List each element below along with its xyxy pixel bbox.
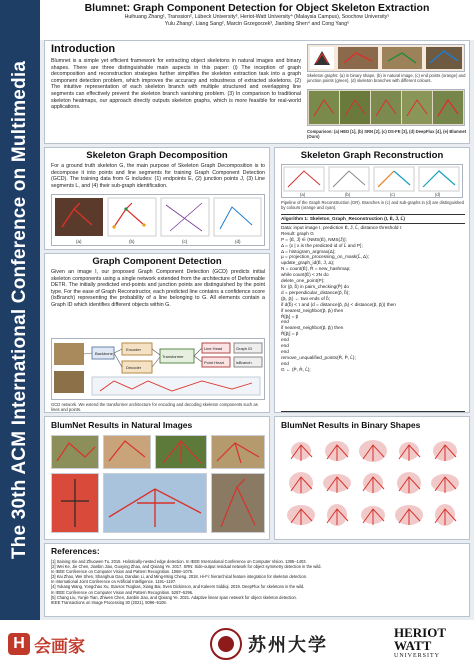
hw-line2: WATT bbox=[394, 638, 432, 653]
algorithm-line: d = perpendicular_distance(p̂, b̂); bbox=[281, 289, 350, 295]
algorithm-box bbox=[281, 214, 465, 412]
intro-figure-shapes bbox=[307, 44, 465, 72]
algorithm-line: update_graph_id(Ê, Ĵ, Δ); bbox=[281, 260, 335, 266]
binary-shape-thumbnail bbox=[435, 504, 456, 526]
panel-label-c: (c) bbox=[182, 239, 188, 244]
poster-title: Blumnet: Graph Component Detection for Object Skeleton Extraction bbox=[84, 2, 430, 14]
gcd-title: Graph Component Detection bbox=[92, 256, 222, 267]
algorithm-line: P = {Ê, Ĵ} ∈ (NMS(Ê), NMS(Ĵ)); bbox=[281, 236, 347, 242]
binary-results-title: BlumNet Results in Binary Shapes bbox=[281, 420, 421, 430]
logo-huihuajia-text: 会画家 bbox=[34, 636, 85, 657]
introduction-section bbox=[44, 40, 470, 144]
algorithm-line: end bbox=[281, 319, 289, 325]
algorithm-line: N = count(Ê), R̂ = new_hashmap; bbox=[281, 266, 351, 272]
algorithm-lines bbox=[281, 224, 465, 373]
binary-shape-thumbnail bbox=[433, 441, 457, 461]
affiliations-line: Huihuang Zhang¹, Transsion², Lübeck University³, Heriot-Watt University⁴ (Malaysia Campus), Soochow University⁵ bbox=[124, 14, 390, 20]
conference-name: The 30th ACM International Conference on Multimedia bbox=[9, 60, 30, 560]
algorithm-line: µ = projection_processing_on_mask(L̂, Δ); bbox=[281, 254, 370, 260]
reconstruction-title: Skeleton Graph Reconstruction bbox=[300, 150, 444, 161]
conference-sidebar bbox=[0, 0, 40, 620]
algorithm-line: Δ = {x | x is the predicted id of L̂ and P}; bbox=[281, 242, 363, 248]
binary-results-section bbox=[274, 416, 470, 540]
binary-shape-thumbnail bbox=[325, 441, 349, 461]
reference-item: [3] Kai Zhao, Wei Shen, Shanghua Gao, Dandan Li, and Ming-Ming Cheng. 2018. Hi-Fi: hierarchical feature integration for skeleton detection. bbox=[51, 574, 308, 580]
logo-soochow-text: 苏州大学 bbox=[248, 635, 328, 656]
block-isbranch: isBranch bbox=[236, 360, 252, 365]
panel-label-a: (a) bbox=[76, 239, 82, 244]
binary-shape-thumbnail bbox=[361, 506, 385, 525]
algorithm-line: R̂[p̂ⱼ] = p̂ bbox=[281, 331, 299, 337]
authors-line: Yulu Zhang¹, Liang Sang², Marcin Grzegorzek³, Jianbing Shen⁴ and Cong Yang⁵ bbox=[164, 21, 350, 27]
binary-shape-thumbnail bbox=[397, 472, 421, 494]
logo-huihuajia-icon: H bbox=[8, 633, 30, 655]
binary-shape-thumbnail bbox=[289, 472, 313, 494]
algorithm-line: if nearest_neighbor(p̂, p̂ⱼ) then bbox=[281, 325, 344, 331]
algorithm-line: end bbox=[281, 337, 289, 343]
poster-content bbox=[40, 0, 474, 620]
gcd-network-diagram bbox=[52, 339, 264, 399]
decomposition-text: For a ground truth skeleton G, the main purpose of Skeleton Graph Decomposition is to decompose it into points and line segments for training Graph Component Detection (GCD). The training data from G includes: (1) endpoints E, (2) junction points J, (3) Line segments L, and (4) their sub-graph identification. bbox=[51, 163, 265, 189]
binary-shape-thumbnail bbox=[431, 474, 459, 493]
recon-panel-d: (d) bbox=[435, 192, 441, 197]
binary-shape-thumbnail bbox=[327, 504, 348, 526]
intro-shape-thumbnails bbox=[308, 45, 464, 71]
logo-soochow bbox=[210, 626, 328, 662]
algorithm-line: while count(Ê) < 2N do bbox=[281, 272, 329, 278]
reconstruction-figure bbox=[281, 164, 463, 198]
gcd-section bbox=[44, 253, 270, 413]
panel-label-b: (b) bbox=[129, 239, 135, 244]
decomposition-title: Skeleton Graph Decomposition bbox=[86, 150, 228, 161]
reconstruction-caption: Pipeline of the Graph Reconstruction (GR). Branches in (c) and sub-graphs in (d) are distinguished by colours (orange and cyan). bbox=[281, 200, 464, 211]
block-decoder: Decoder bbox=[126, 365, 142, 370]
algorithm-line: end bbox=[281, 360, 289, 366]
poster-header bbox=[40, 0, 474, 40]
algorithm-line: Δ = histogram_argmax(Δ); bbox=[281, 248, 336, 254]
reference-item: IEEE Transactions on Image Processing 30 (2021), 5096–5108. bbox=[51, 599, 167, 605]
introduction-text: Blumnet is a simple yet efficient framework for extracting object skeletons in natural images and binary shapes. There are three distinguishable main aspects in this paper: (i) The inception of graph decomposition and reconstruction strategies further simplifies the skeleton extraction task into a graph component detection problem, which improves the accuracy and robustness of extracted skeletons. (2) The intuitive representation of each skeleton branch with multiple structured and overlapping line segments can effectively prevent the skeleton branch vanishing problem. (3) In comparison to traditional skeleton heatmaps, our approach directly outputs skeleton graphs, which is more feasible for real-world applications. bbox=[51, 58, 301, 111]
algorithm-line: R̂[p̂ᵢ] = p̂ bbox=[281, 313, 299, 319]
gcd-text: Given an image I, our proposed Graph Component Detection (GCD) predicts initial skeleton components using a single network extended from the architecture of Deformable DETR. The initially predicted end-points and junction points are distinguished by the point type. For the ease of Graph Reconstructor, each predicted line contains a confidence score (isBranch) representing the probability of a line belonging to G. All elements contain a Graph ID which identifies different objects within G. bbox=[51, 269, 265, 308]
binary-shape-thumbnail bbox=[287, 505, 315, 525]
block-point-head: Point Head bbox=[204, 360, 224, 365]
reference-item: [4] Yukang Wang, Yongchao Xu, Stavros Tsogkas, Xiang Bai, Sven Dickinson, and Kaleem Siddiqi. 2019. DeepFlux for skeletons in the wild. bbox=[51, 584, 305, 590]
reference-item: In International Joint Conference on Artificial Intelligence. 1191–1197. bbox=[51, 579, 177, 585]
algorithm-line: Result: graph G bbox=[281, 230, 314, 236]
decomposition-figure bbox=[51, 194, 265, 246]
panel-label-d: (d) bbox=[235, 239, 241, 244]
decomposition-section bbox=[44, 147, 270, 250]
comparison-caption: Comparison: (a) HED [1], (b) SRN [2], (c) DS-FE [3], (d) DeepFlux [4], (e) Blumnet (Ours) bbox=[307, 129, 467, 140]
block-line-head: Line Head bbox=[204, 346, 223, 351]
gcd-caption: GCD network. We extend the transformer architecture for encoding and decoding skeleton components such as lines and points. bbox=[51, 402, 258, 413]
introduction-title: Introduction bbox=[51, 43, 116, 55]
recon-panel-c: (c) bbox=[390, 192, 395, 197]
decomposition-panels bbox=[52, 195, 264, 245]
block-graph-id: Graph ID bbox=[236, 346, 253, 351]
algorithm-header: Algorithm 1: Skeleton_Graph_Reconstruction (I, Ê, Ĵ, L̂) bbox=[281, 215, 465, 224]
algorithm-line: Data: input image I, prediction Ê, Ĵ, L̂, distance threshold τ bbox=[281, 224, 402, 230]
natural-results-section bbox=[44, 416, 270, 540]
intro-comparison-figure bbox=[307, 89, 465, 126]
binary-shape-thumbnail bbox=[359, 440, 387, 462]
block-transformer: Transformer bbox=[162, 354, 184, 359]
algorithm-line: end bbox=[281, 348, 289, 354]
soochow-seal-icon bbox=[210, 628, 242, 660]
reference-item: In IEEE Conference on Computer Vision and Pattern Recognition. 5287–5296. bbox=[51, 589, 194, 595]
algorithm-line: (p̂ᵢ, p̂ⱼ) ← two ends of b̂; bbox=[281, 295, 330, 301]
natural-skeleton-overlay bbox=[45, 417, 271, 541]
references-list bbox=[51, 559, 465, 605]
block-backbone: Backbone bbox=[95, 351, 113, 356]
algorithm-line: delete_one_point(P); bbox=[281, 278, 325, 284]
algorithm-line: remove_unqualified_points(R̂, P̂, L̂); bbox=[281, 354, 356, 360]
poster-footer bbox=[0, 620, 474, 668]
algorithm-line: if nearest_neighbor(p̂, p̂ᵢ) then bbox=[281, 307, 344, 313]
natural-results-title: BlumNet Results in Natural Images bbox=[51, 420, 193, 430]
comparison-thumbnails bbox=[308, 90, 464, 125]
binary-shape-thumbnail bbox=[395, 505, 423, 525]
reference-item: [2] Wei Ke, Jie Chen, Jianbin Jiao, Guoying Zhao, and Qixiang Ye. 2017. SRN: Side-output residual network for object symmetry detection in the wild. bbox=[51, 564, 322, 570]
hw-line3: UNIVERSITY bbox=[394, 653, 440, 659]
binary-shape-thumbnail bbox=[399, 442, 420, 461]
recon-panel-a: (a) bbox=[300, 192, 306, 197]
hw-line1: HERIOT bbox=[394, 625, 447, 640]
references-section bbox=[44, 543, 470, 617]
reconstruction-section bbox=[274, 147, 470, 413]
references-title: References: bbox=[51, 546, 100, 556]
binary-shape-thumbnail bbox=[291, 442, 312, 461]
gcd-network-figure bbox=[51, 338, 265, 400]
reconstruction-panels bbox=[282, 165, 462, 197]
algorithm-line: if d(b̂) < τ and (d = distance(p̂, p̂ᵢ) < distance(p̂, p̂ⱼ)) then bbox=[281, 301, 396, 307]
block-encoder: Encoder bbox=[126, 347, 141, 352]
poster-authors bbox=[60, 14, 454, 28]
logo-huihuajia bbox=[8, 630, 85, 658]
logo-heriot-watt bbox=[394, 626, 446, 664]
algorithm-line: for (p̂, b̂) in pairs_checking(P̂) do bbox=[281, 283, 349, 289]
intro-figure-caption: Skeleton graphs: (a) in binary shape, (b) in natural image, (c) end points (orange) and junction points (green), (d) skeleton branches with different colours. bbox=[307, 73, 466, 84]
binary-shape-thumbnail bbox=[323, 474, 351, 493]
reference-item: [5] Chang Liu, Yunjie Tian, Zhiwen Chen, Jianbin Jiao, and Qixiang Ye. 2021. Adaptive linear span network for object skeleton detection. bbox=[51, 594, 297, 600]
binary-shapes-grid bbox=[275, 417, 471, 541]
recon-panel-b: (b) bbox=[345, 192, 351, 197]
binary-shape-thumbnail bbox=[363, 473, 384, 493]
reference-item: In IEEE Conference on Computer Vision and Pattern Recognition. 1068–1076. bbox=[51, 569, 194, 575]
algorithm-line: end bbox=[281, 343, 289, 349]
reference-item: [1] Saining Xie and Zhuowen Tu. 2015. Holistically-nested edge detection. In IEEE International Conference on Computer Vision. 1395–1403. bbox=[51, 559, 307, 564]
algorithm-line: G ← (P̂, R̂, L̂); bbox=[281, 366, 311, 372]
